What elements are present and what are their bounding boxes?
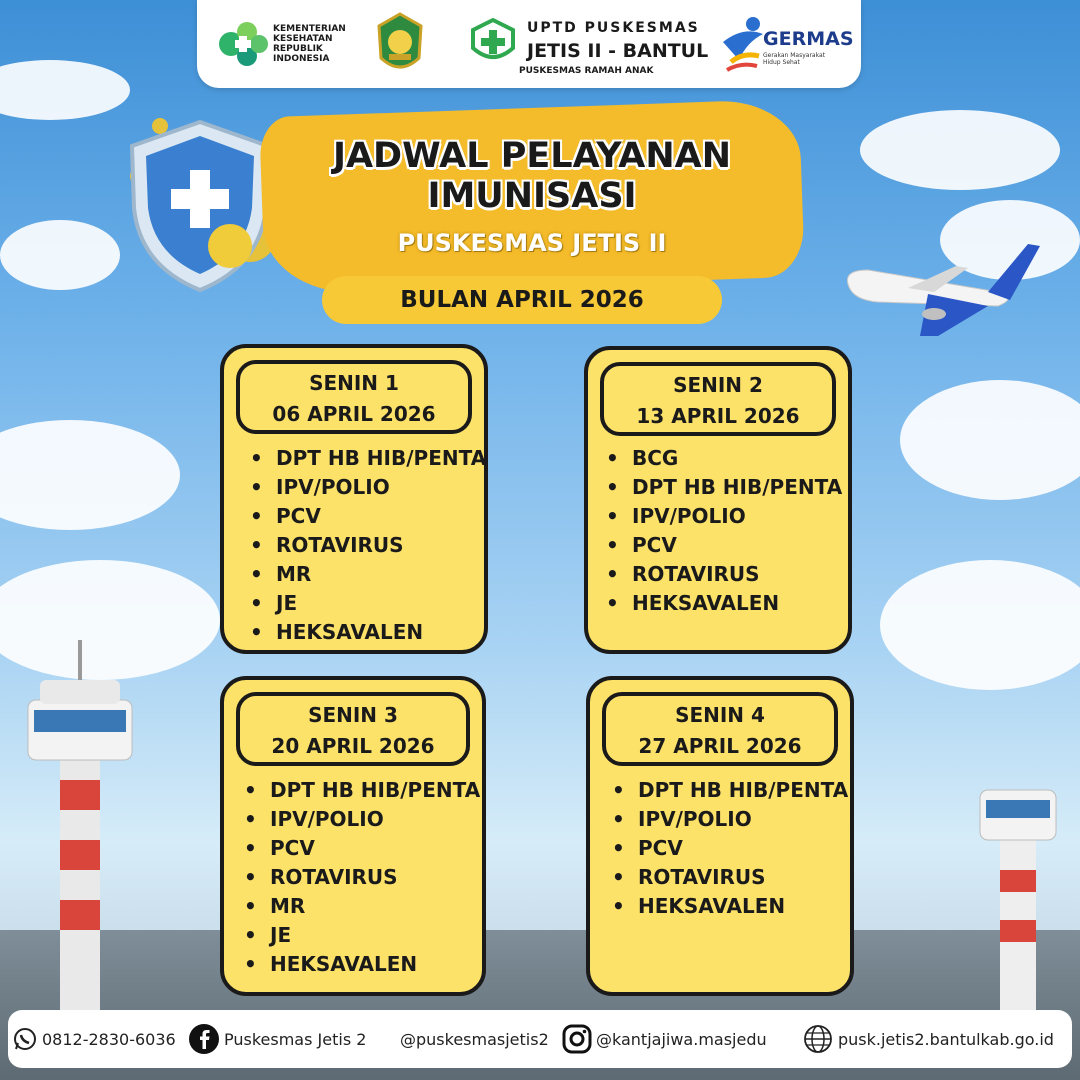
airplane (838, 240, 1042, 340)
cloud (0, 420, 180, 530)
vaccine-item: • HEKSAVALEN (606, 589, 842, 618)
vaccine-item: • IPV/POLIO (250, 473, 486, 502)
jetis-text: JETIS II - BANTUL (527, 40, 709, 62)
shield-icon (120, 116, 280, 296)
phone-number: 0812-2830-6036 (42, 1029, 176, 1049)
facebook-link[interactable] (188, 1010, 366, 1068)
vaccine-item: • IPV/POLIO (244, 805, 480, 834)
uptd-text: UPTD PUSKESMAS (527, 20, 700, 36)
vaccine-item: • JE (250, 589, 486, 618)
vaccine-list (606, 444, 842, 618)
schedule-day: SENIN 3 (308, 703, 398, 727)
instagram-link-2[interactable] (562, 1010, 767, 1068)
germas-logo (713, 12, 769, 78)
bantul-seal (375, 12, 425, 78)
vaccine-list (250, 444, 486, 647)
vaccine-item: • PCV (612, 834, 848, 863)
card-header (236, 692, 470, 766)
schedule-day: SENIN 1 (309, 371, 399, 395)
facebook-handle: Puskesmas Jetis 2 (224, 1029, 367, 1049)
schedule-card-2 (584, 346, 852, 654)
vaccine-item: • IPV/POLIO (606, 502, 842, 531)
vaccine-item: • ROTAVIRUS (612, 863, 848, 892)
control-tower-right (976, 770, 1060, 1010)
schedule-date: 13 APRIL 2026 (636, 404, 800, 428)
vaccine-item: • ROTAVIRUS (606, 560, 842, 589)
website-url: pusk.jetis2.bantulkab.go.id (838, 1029, 1054, 1049)
subtitle: PUSKESMAS JETIS II (397, 229, 667, 257)
vaccine-item: • IPV/POLIO (612, 805, 848, 834)
vaccine-item: • MR (250, 560, 486, 589)
vaccine-item: • PCV (606, 531, 842, 560)
month-pill: BULAN APRIL 2026 (322, 276, 722, 324)
instagram-handle-2: @kantjajiwa.masjedu (596, 1029, 767, 1049)
vaccine-item: • DPT HB HIB/PENTA (250, 444, 486, 473)
instagram-handle-1: @puskesmasjetis2 (400, 1029, 549, 1049)
vaccine-item: • DPT HB HIB/PENTA (244, 776, 480, 805)
cloud (0, 220, 120, 290)
cloud (880, 560, 1080, 690)
cloud (0, 60, 130, 120)
vaccine-item: • DPT HB HIB/PENTA (606, 473, 842, 502)
vaccine-item: • HEKSAVALEN (612, 892, 848, 921)
schedule-card-1 (220, 344, 488, 654)
ramah-anak-text: PUSKESMAS RAMAH ANAK (519, 66, 654, 76)
instagram-icon (562, 1024, 592, 1054)
vaccine-item: • ROTAVIRUS (244, 863, 480, 892)
globe-icon (802, 1023, 834, 1055)
vaccine-item: • DPT HB HIB/PENTA (612, 776, 848, 805)
facebook-icon (188, 1023, 220, 1055)
schedule-date: 27 APRIL 2026 (638, 734, 802, 758)
kemenkes-logo (217, 18, 269, 70)
whatsapp-icon (12, 1026, 38, 1052)
schedule-date: 06 APRIL 2026 (272, 402, 436, 426)
schedule-date: 20 APRIL 2026 (271, 734, 435, 758)
schedule-day: SENIN 2 (673, 373, 763, 397)
vaccine-item: • BCG (606, 444, 842, 473)
vaccine-item: • PCV (250, 502, 486, 531)
card-header (236, 360, 472, 434)
page-title (282, 136, 782, 216)
schedule-day: SENIN 4 (675, 703, 765, 727)
germas-subtitle: Gerakan Masyarakat Hidup Sehat (763, 52, 825, 66)
vaccine-item: • ROTAVIRUS (250, 531, 486, 560)
control-tower-left (20, 640, 140, 1010)
kemenkes-text: KEMENTERIAN KESEHATAN REPUBLIK INDONESIA (273, 24, 346, 64)
header-bar (197, 0, 861, 88)
vaccine-item: • PCV (244, 834, 480, 863)
vaccine-list (612, 776, 848, 921)
vaccine-item: • HEKSAVALEN (244, 950, 480, 979)
cloud (900, 380, 1080, 500)
phone-contact[interactable] (12, 1010, 176, 1068)
schedule-card-3 (220, 676, 486, 996)
title-line-2: IMUNISASI (427, 176, 637, 216)
website-link[interactable] (802, 1010, 1054, 1068)
cloud (860, 110, 1060, 190)
vaccine-item: • JE (244, 921, 480, 950)
schedule-card-4 (586, 676, 854, 996)
vaccine-list (244, 776, 480, 979)
contact-footer (8, 1010, 1072, 1068)
puskesmas-logo (469, 18, 517, 66)
vaccine-item: • HEKSAVALEN (250, 618, 486, 647)
title-line-1: JADWAL PELAYANAN (332, 136, 732, 176)
card-header (602, 692, 838, 766)
vaccine-item: • MR (244, 892, 480, 921)
instagram-link-1[interactable] (400, 1010, 549, 1068)
card-header (600, 362, 836, 436)
germas-text: GERMAS (763, 28, 854, 50)
